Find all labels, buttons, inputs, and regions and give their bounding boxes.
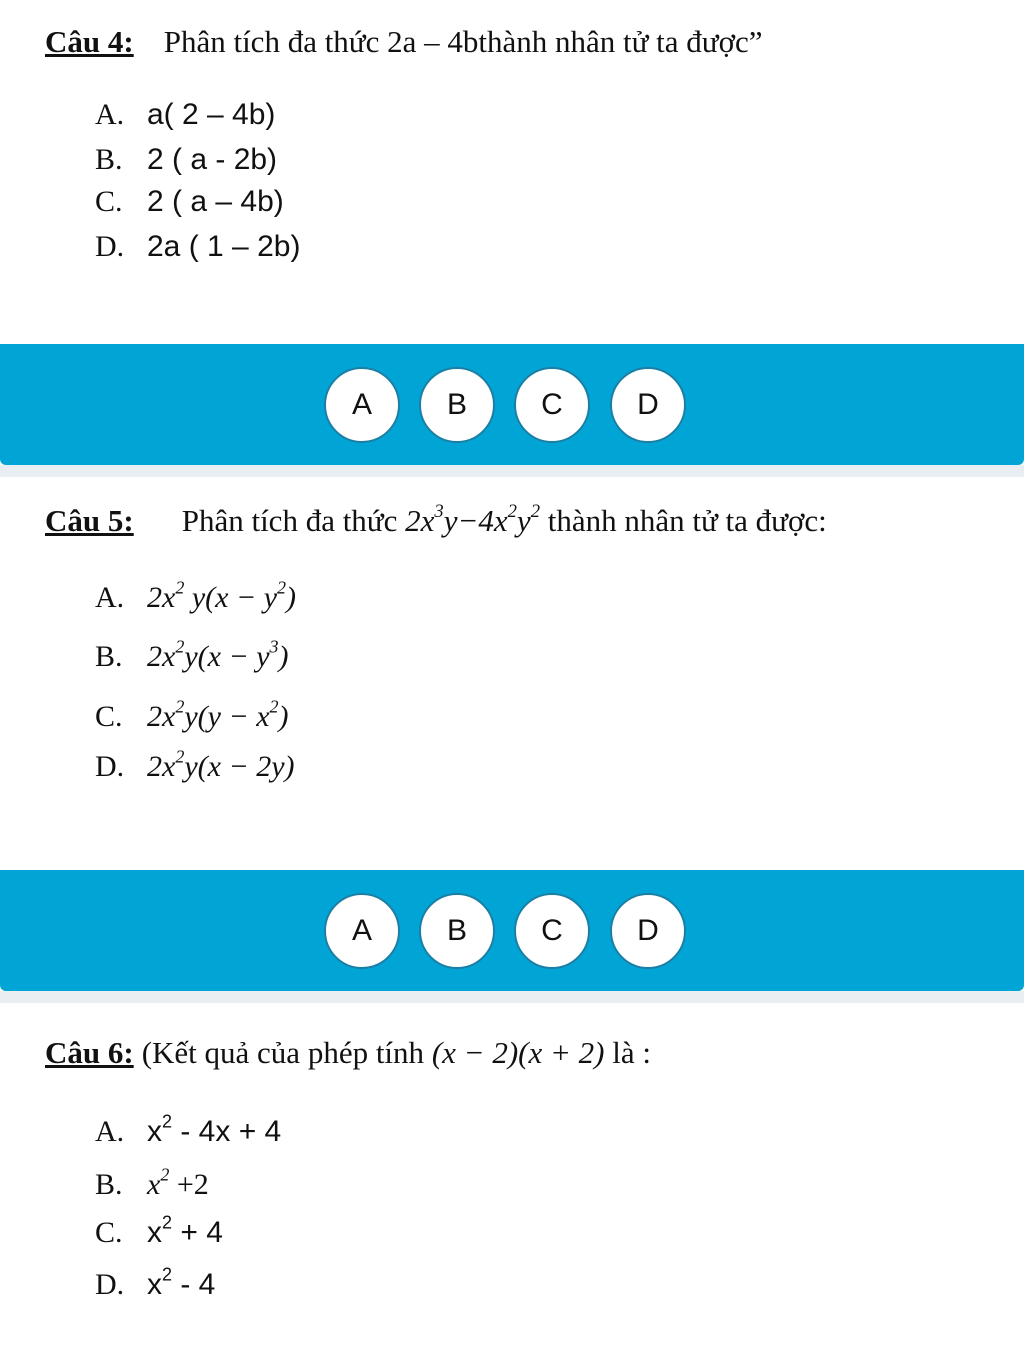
option-d: D. $2x^2y(x - 2y)$ xyxy=(95,746,295,783)
option-expression: $2x^2y(y - x^2)$ xyxy=(147,696,289,733)
question-label: Câu 4: xyxy=(45,24,134,59)
question-4-title xyxy=(45,24,763,60)
option-c: C. 2 ( a – 4b) xyxy=(95,185,284,218)
option-c: C. $2x^2y(y - x^2)$ xyxy=(95,696,289,733)
option-b: B. $2x^2y(x - y^3)$ xyxy=(95,636,289,673)
answer-button-d[interactable]: D xyxy=(610,367,686,443)
question-5-title xyxy=(45,503,827,539)
option-a: A. $x^2 - 4x + 4$ xyxy=(95,1111,282,1148)
option-expression: $2x^2$ $y(x - y^2)$ xyxy=(147,577,297,614)
option-expression: $x^2 - 4$ xyxy=(147,1264,216,1301)
option-d: D. $x^2 - 4$ xyxy=(95,1264,216,1301)
answer-bar-q5 xyxy=(0,870,1024,991)
question-6-card xyxy=(0,1003,1024,1353)
option-expression: $2x^2y(x - 2y)$ xyxy=(147,746,295,783)
question-text-after: thành nhân tử ta được: xyxy=(547,503,827,538)
question-text: Phân tích đa thức 2a – 4bthành nhân tử ta được” xyxy=(163,24,763,59)
option-b: B. $x^2 +2$ xyxy=(95,1164,209,1201)
question-label: Câu 5: xyxy=(45,503,134,538)
question-text-before: Phân tích đa thức xyxy=(181,503,398,538)
question-4-card xyxy=(0,0,1024,343)
answer-bar-q4 xyxy=(0,344,1024,465)
option-a: A. $2x^2$ $y(x - y^2)$ xyxy=(95,577,297,614)
answer-button-b[interactable]: B xyxy=(419,893,495,969)
answer-button-c[interactable]: C xyxy=(514,367,590,443)
answer-button-c[interactable]: C xyxy=(514,893,590,969)
option-expression: $x^2 - 4x + 4$ xyxy=(147,1111,282,1148)
question-5-card xyxy=(0,477,1024,870)
option-a: A. a( 2 – 4b) xyxy=(95,98,276,131)
separator xyxy=(0,465,1024,477)
option-expression: $x^2 + 4$ xyxy=(147,1212,223,1249)
option-expression: $2x^2y(x - y^3)$ xyxy=(147,636,289,673)
question-expression: (x − 2)(x + 2) xyxy=(431,1035,605,1070)
answer-button-d[interactable]: D xyxy=(610,893,686,969)
option-c: C. $x^2 + 4$ xyxy=(95,1212,223,1249)
question-6-title xyxy=(45,1035,651,1071)
answer-button-a[interactable]: A xyxy=(324,893,400,969)
answer-button-b[interactable]: B xyxy=(419,367,495,443)
option-expression: $x^2 +2$ xyxy=(147,1164,209,1201)
question-expression: $2x^3y-4x^2y^2$ xyxy=(405,501,540,538)
option-d: D. 2a ( 1 – 2b) xyxy=(95,230,301,263)
separator xyxy=(0,991,1024,1003)
question-text-after: là : xyxy=(612,1035,651,1070)
answer-button-a[interactable]: A xyxy=(324,367,400,443)
option-b: B. 2 ( a - 2b) xyxy=(95,143,278,176)
question-label: Câu 6: xyxy=(45,1035,134,1070)
question-text-before: (Kết quả của phép tính xyxy=(141,1035,425,1070)
